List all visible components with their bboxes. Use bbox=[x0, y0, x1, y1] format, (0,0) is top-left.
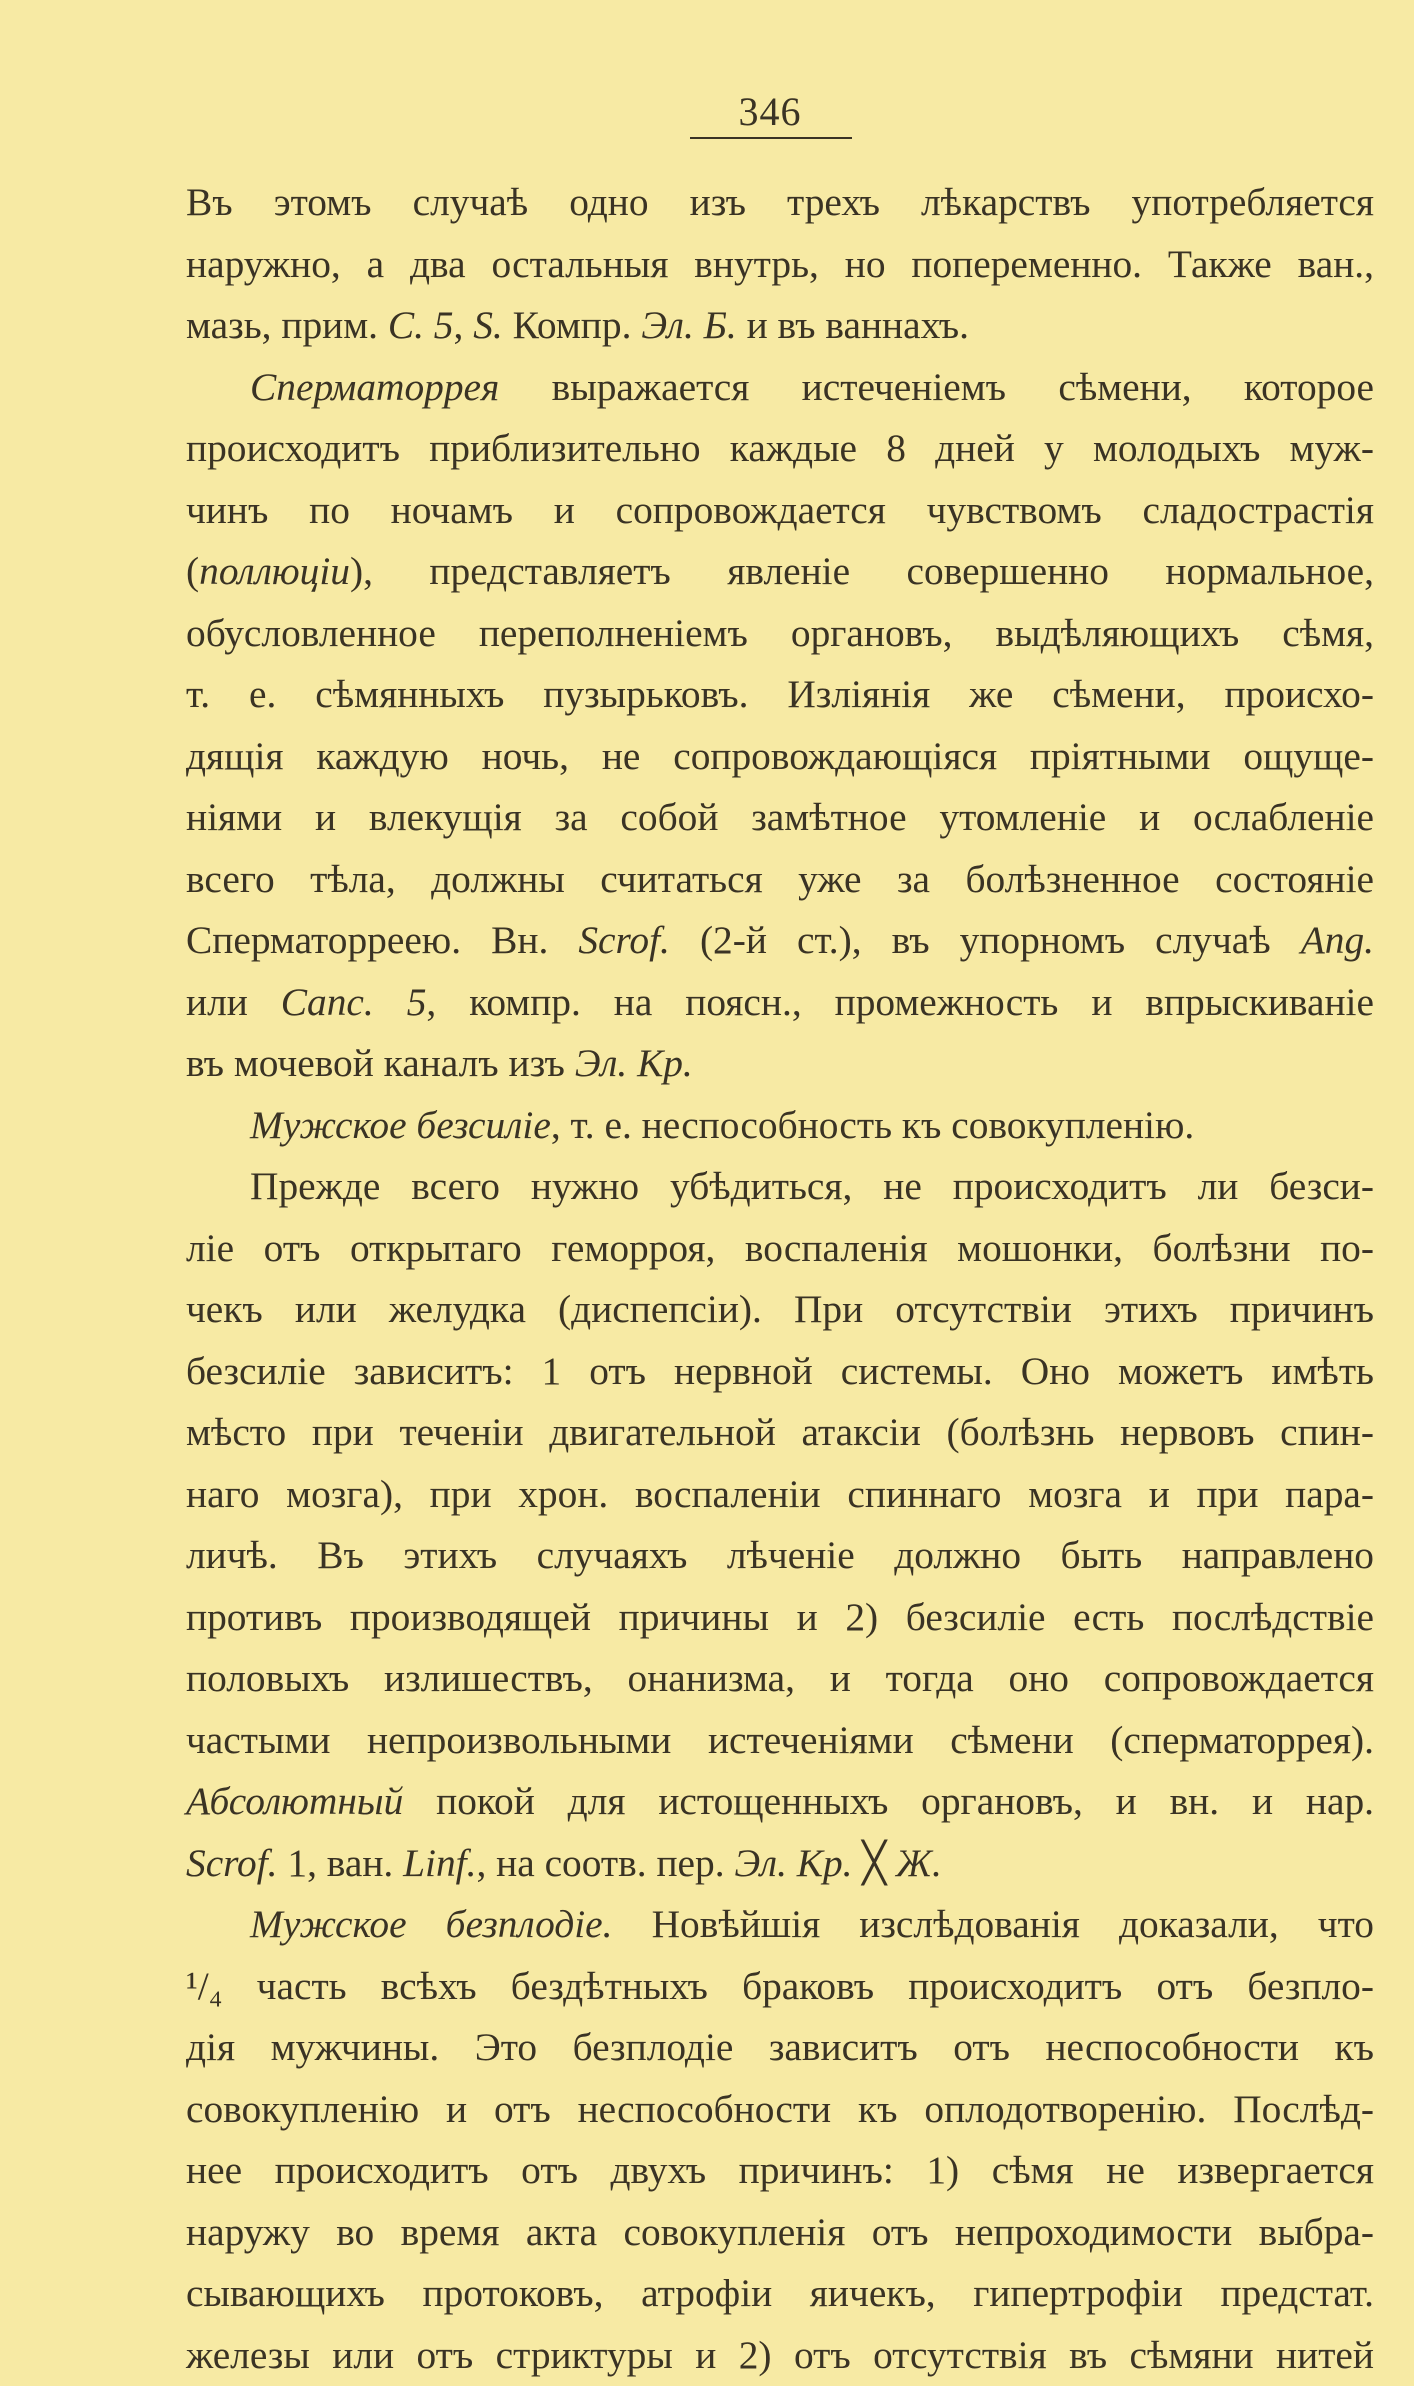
text-run: чекъ или желудка (диспепсіи). При отсутствіи этихъ причинъ bbox=[186, 1287, 1374, 1331]
italic-text: Canc. 5 bbox=[281, 980, 427, 1024]
text-run: происходитъ приблизительно каждые 8 дней у молодыхъ муж- bbox=[186, 426, 1374, 470]
text-line bbox=[186, 418, 1374, 480]
text-line bbox=[186, 1771, 1374, 1833]
text-line bbox=[186, 295, 1374, 357]
text-line bbox=[186, 2263, 1374, 2325]
italic-text: S. bbox=[473, 303, 503, 347]
text-line bbox=[186, 1095, 1374, 1157]
page-number: 346 bbox=[690, 88, 850, 135]
text-line bbox=[186, 1218, 1374, 1280]
text-run: (2-й ст.), въ упорномъ случаѣ bbox=[670, 918, 1301, 962]
text-run: ліе отъ открытаго геморроя, воспаленія мошонки, болѣзни по- bbox=[186, 1226, 1374, 1270]
text-line bbox=[186, 1525, 1374, 1587]
text-run: и въ ваннахъ. bbox=[737, 303, 969, 347]
text-run: покой для истощенныхъ органовъ, и вн. и нар. bbox=[403, 1779, 1374, 1823]
text-line bbox=[186, 234, 1374, 296]
text-line bbox=[186, 1833, 1374, 1895]
text-line bbox=[186, 1402, 1374, 1464]
text-line bbox=[186, 972, 1374, 1034]
text-run: , компр. на поясн., промежность и впрыскиваніе bbox=[426, 980, 1374, 1024]
text-run: или bbox=[186, 980, 281, 1024]
text-run: совокупленію и отъ неспособности къ оплодотворенію. Послѣд- bbox=[186, 2087, 1374, 2131]
page-number-rule bbox=[690, 137, 852, 139]
text-run: 1, ван. bbox=[278, 1841, 404, 1885]
text-line bbox=[186, 1710, 1374, 1772]
text-run: мѣсто при теченіи двигательной атаксіи (болѣзнь нервовъ спин- bbox=[186, 1410, 1374, 1454]
text-run: обусловленное переполненіемъ органовъ, выдѣляющихъ сѣмя, bbox=[186, 611, 1374, 655]
text-run: , т. е. неспособность къ совокупленію. bbox=[551, 1103, 1194, 1147]
text-run: ( bbox=[186, 549, 199, 593]
text-line bbox=[186, 1033, 1374, 1095]
italic-text: Эл. Кр. bbox=[575, 1041, 693, 1085]
body-text bbox=[186, 172, 1374, 2386]
text-line bbox=[186, 910, 1374, 972]
text-run: ¹/₄ часть всѣхъ бездѣтныхъ браковъ происходитъ отъ безпло- bbox=[186, 1964, 1374, 2008]
text-run: выражается истеченіемъ сѣмени, которое bbox=[499, 365, 1374, 409]
text-run: нее происходитъ отъ двухъ причинъ: 1) сѣмя не извергается bbox=[186, 2148, 1374, 2192]
text-run: , bbox=[454, 303, 474, 347]
text-run: наружу во время акта совокупленія отъ непроходимости выбра- bbox=[186, 2210, 1374, 2254]
italic-text: Ang. bbox=[1301, 918, 1374, 962]
text-line bbox=[186, 2017, 1374, 2079]
text-line bbox=[186, 1956, 1374, 2018]
text-line bbox=[186, 2140, 1374, 2202]
text-run: Въ этомъ случаѣ одно изъ трехъ лѣкарствъ употребляется bbox=[186, 180, 1374, 224]
text-line bbox=[186, 2325, 1374, 2386]
text-run: наго мозга), при хрон. воспаленіи спиннаго мозга и при пара- bbox=[186, 1472, 1374, 1516]
text-line bbox=[186, 1464, 1374, 1526]
text-run: дія мужчины. Это безплодіе зависитъ отъ неспособности къ bbox=[186, 2025, 1374, 2069]
text-line bbox=[186, 1156, 1374, 1218]
text-run: т. е. сѣмянныхъ пузырьковъ. Изліянія же сѣмени, происхо- bbox=[186, 672, 1374, 716]
text-line bbox=[186, 480, 1374, 542]
text-line bbox=[186, 1648, 1374, 1710]
text-run: половыхъ излишествъ, онанизма, и тогда оно сопровождается bbox=[186, 1656, 1374, 1700]
text-run: железы или отъ стриктуры и 2) отъ отсутствія въ сѣмяни нитей bbox=[186, 2333, 1374, 2377]
italic-text: Мужское безсиліе bbox=[250, 1103, 551, 1147]
text-line bbox=[186, 664, 1374, 726]
text-run: Сперматорреею. Вн. bbox=[186, 918, 578, 962]
text-line bbox=[186, 1894, 1374, 1956]
text-run: личѣ. Въ этихъ случаяхъ лѣченіе должно быть направлено bbox=[186, 1533, 1374, 1577]
italic-text: поллюціи bbox=[199, 549, 350, 593]
text-run: частыми непроизвольными истеченіями сѣмени (сперматоррея). bbox=[186, 1718, 1374, 1762]
italic-text: Linf. bbox=[403, 1841, 476, 1885]
text-line bbox=[186, 787, 1374, 849]
text-run: Новѣйшія изслѣдованія доказали, что bbox=[613, 1902, 1374, 1946]
text-line bbox=[186, 1587, 1374, 1649]
italic-text: Scrof. bbox=[578, 918, 670, 962]
text-line bbox=[186, 172, 1374, 234]
text-run: чинъ по ночамъ и сопровождается чувствомъ сладострастія bbox=[186, 488, 1374, 532]
text-run: въ мочевой каналъ изъ bbox=[186, 1041, 575, 1085]
text-run: , на соотв. пер. bbox=[476, 1841, 734, 1885]
text-line bbox=[186, 726, 1374, 788]
text-run: сывающихъ протоковъ, атрофіи яичекъ, гипертрофіи предстат. bbox=[186, 2271, 1374, 2315]
text-line bbox=[186, 603, 1374, 665]
text-run: безсиліе зависитъ: 1 отъ нервной системы. Оно можетъ имѣть bbox=[186, 1349, 1374, 1393]
text-line bbox=[186, 2202, 1374, 2264]
text-run: дящія каждую ночь, не сопровождающіяся пріятными ощуще- bbox=[186, 734, 1374, 778]
text-line bbox=[186, 1279, 1374, 1341]
italic-text: Эл. Кр. ╳ Ж. bbox=[734, 1841, 941, 1885]
italic-text: Мужское безплодіе. bbox=[250, 1902, 613, 1946]
text-line bbox=[186, 849, 1374, 911]
italic-text: Абсолютный bbox=[186, 1779, 403, 1823]
text-line bbox=[186, 357, 1374, 419]
italic-text: Сперматоррея bbox=[250, 365, 499, 409]
text-run: ), представляетъ явленіе совершенно нормальное, bbox=[350, 549, 1374, 593]
text-run: ніями и влекущія за собой замѣтное утомленіе и ослабленіе bbox=[186, 795, 1374, 839]
italic-text: Эл. Б. bbox=[641, 303, 736, 347]
text-run: наружно, а два остальныя внутрь, но попеременно. Также ван., bbox=[186, 242, 1374, 286]
italic-text: Scrof. bbox=[186, 1841, 278, 1885]
text-line bbox=[186, 541, 1374, 603]
text-line bbox=[186, 2079, 1374, 2141]
text-run: всего тѣла, должны считаться уже за болѣзненное состояніе bbox=[186, 857, 1374, 901]
text-run: противъ производящей причины и 2) безсиліе есть послѣдствіе bbox=[186, 1595, 1374, 1639]
text-run: Компр. bbox=[503, 303, 642, 347]
text-run: Прежде всего нужно убѣдиться, не происходитъ ли безси- bbox=[250, 1164, 1374, 1208]
text-run: мазь, прим. bbox=[186, 303, 388, 347]
italic-text: С. 5 bbox=[388, 303, 454, 347]
text-line bbox=[186, 1341, 1374, 1403]
